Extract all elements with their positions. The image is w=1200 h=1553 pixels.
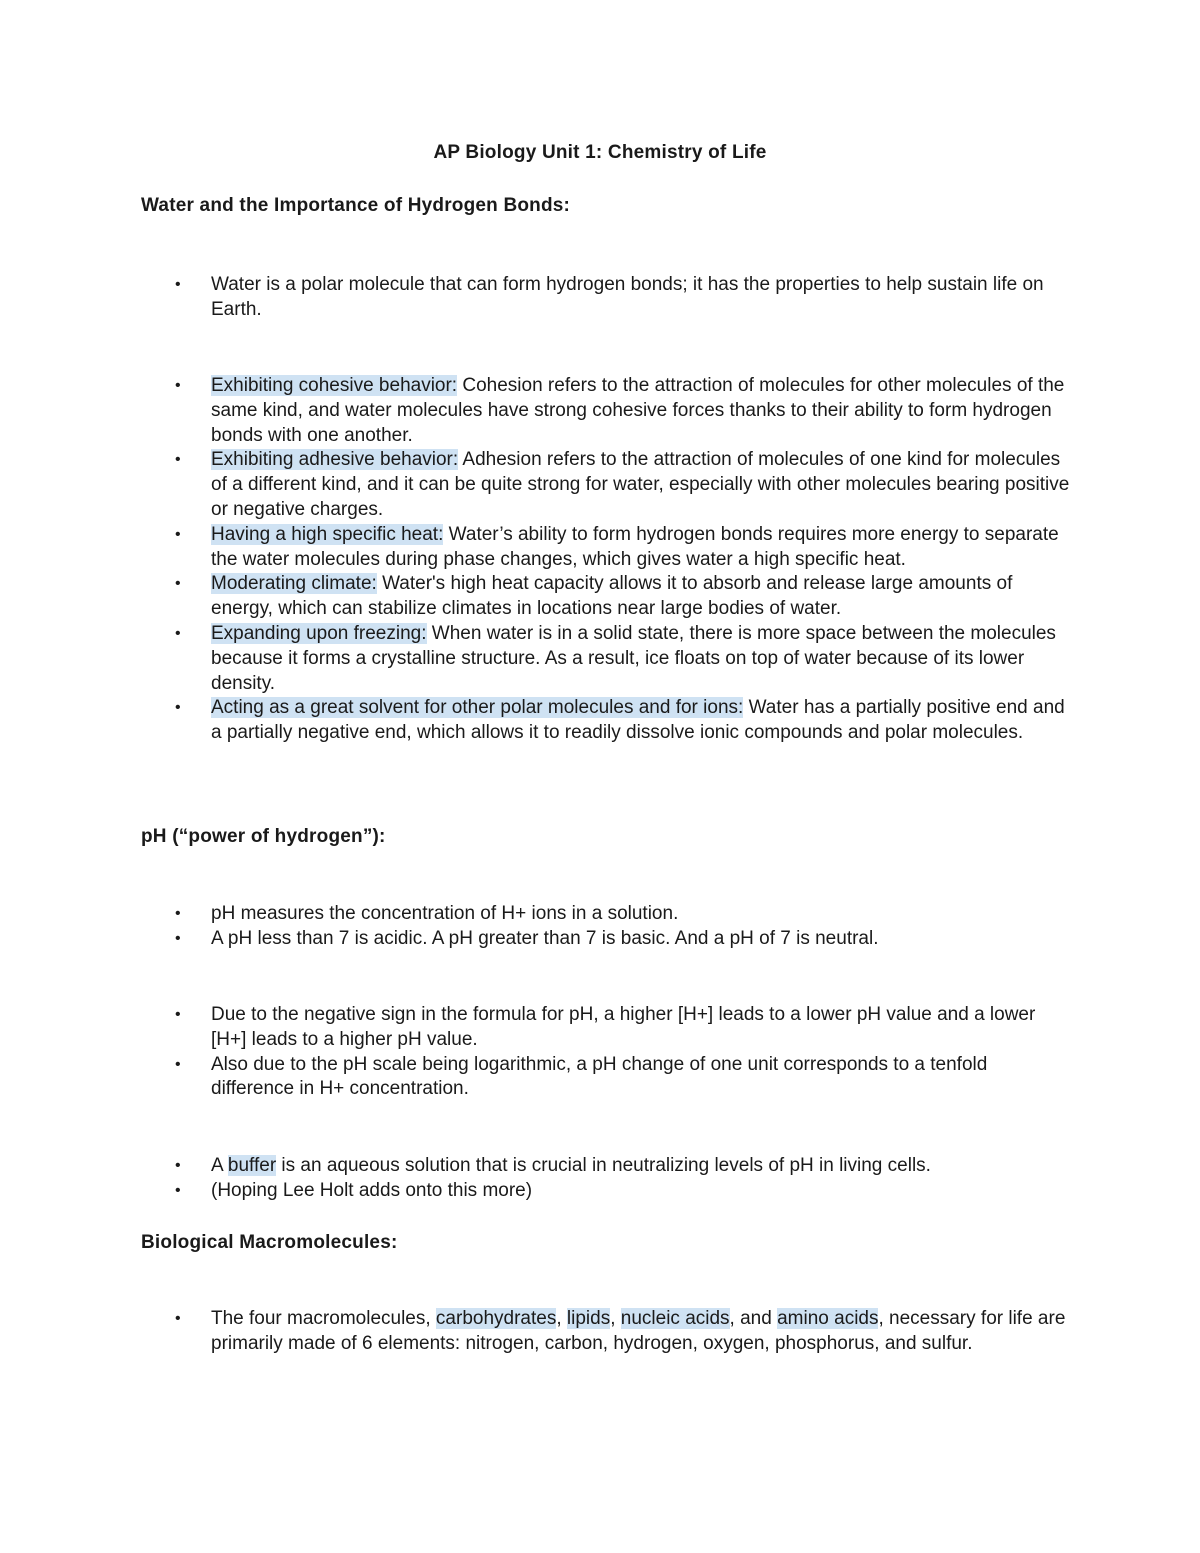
list-item xyxy=(175,1179,1071,1204)
ph-list-1 xyxy=(175,902,1071,952)
bullet-icon: • xyxy=(175,624,181,642)
list-item-text: , and xyxy=(729,1308,778,1329)
list-item xyxy=(175,448,1071,522)
list-item-text: The four macromolecules, xyxy=(211,1308,436,1329)
bullet-icon: • xyxy=(175,525,181,543)
list-item xyxy=(175,1154,1071,1179)
list-item-text: Cohesion refers to the attraction of molecules for other molecules of the same kind, and water molecules have strong cohesive forces thanks to their ability to form hydrogen bonds with one another. xyxy=(211,375,1065,446)
list-item xyxy=(175,902,1071,927)
bullet-icon: • xyxy=(175,905,181,922)
list-item xyxy=(175,927,1071,952)
highlighted-term: Expanding upon freezing: xyxy=(211,622,427,644)
list-item-text: is an aqueous solution that is crucial in neutralizing levels of pH in living cells. xyxy=(276,1155,931,1176)
bullet-icon: • xyxy=(175,575,181,593)
list-item-text: Due to the negative sign in the formula for pH, a higher [H+] leads to a lower pH value and a lower [H+] leads to a higher pH value. xyxy=(211,1004,1036,1050)
highlighted-term: amino acids xyxy=(777,1308,879,1329)
list-item xyxy=(175,523,1071,573)
list-item-text: Water has a partially positive end and a partially negative end, which allows it to readily dissolve ionic compounds and polar molecules. xyxy=(211,697,1065,744)
highlighted-term: nucleic acids xyxy=(620,1308,730,1329)
bullet-icon: • xyxy=(175,699,181,717)
section-heading-ph: pH (“power of hydrogen”): xyxy=(141,826,386,847)
list-item xyxy=(175,273,1071,323)
bullet-icon: • xyxy=(175,1310,181,1327)
list-item-text: (Hoping Lee Holt adds onto this more) xyxy=(211,1179,533,1201)
list-item-text: pH measures the concentration of H+ ions in a solution. xyxy=(211,903,679,924)
list-item-text: , xyxy=(556,1308,567,1329)
macro-list xyxy=(175,1307,1071,1357)
list-item-text: , xyxy=(610,1308,621,1329)
section-heading-macromolecules: Biological Macromolecules: xyxy=(141,1232,398,1253)
bullet-icon: • xyxy=(175,929,181,947)
list-item xyxy=(175,696,1071,746)
list-item-text: A xyxy=(211,1155,228,1176)
bullet-icon: • xyxy=(175,276,181,293)
highlighted-term: carbohydrates xyxy=(435,1308,557,1329)
bullet-icon: • xyxy=(175,377,181,394)
document-title: AP Biology Unit 1: Chemistry of Life xyxy=(433,142,767,163)
list-item-text: Water’s ability to form hydrogen bonds requires more energy to separate the water molecules during phase changes, which gives water a high specific heat. xyxy=(211,523,1059,570)
bullet-icon: • xyxy=(175,1157,181,1174)
list-item xyxy=(175,374,1071,448)
highlighted-term: buffer xyxy=(227,1155,277,1176)
highlighted-term: Having a high specific heat: xyxy=(211,523,444,545)
bullet-icon: • xyxy=(175,1055,181,1073)
list-item xyxy=(175,1307,1071,1357)
list-item xyxy=(175,1053,1071,1103)
list-item xyxy=(175,622,1071,696)
section-heading-water: Water and the Importance of Hydrogen Bonds: xyxy=(141,195,571,216)
bullet-icon: • xyxy=(175,1181,181,1199)
list-item-text: When water is in a solid state, there is more space between the molecules because it forms a crystalline structure. As a result, ice floats on top of water because of its lower density. xyxy=(211,622,1056,694)
list-item-text: Also due to the pH scale being logarithmic, a pH change of one unit corresponds to a tenfold difference in H+ concentration. xyxy=(211,1053,988,1100)
list-item xyxy=(175,572,1071,622)
bullet-icon: • xyxy=(175,451,181,469)
highlighted-term: lipids xyxy=(566,1308,611,1329)
list-item-text: Water's high heat capacity allows it to absorb and release large amounts of energy, which can stabilize climates in locations near large bodies of water. xyxy=(211,573,1013,620)
water-properties-list xyxy=(175,374,1071,746)
list-item-text: , necessary for life are primarily made of 6 elements: nitrogen, carbon, hydrogen, oxygen, phosphorus, and sulfur. xyxy=(211,1308,1066,1354)
list-item-text: A pH less than 7 is acidic. A pH greater than 7 is basic. And a pH of 7 is neutral. xyxy=(211,927,879,949)
ph-list-3 xyxy=(175,1154,1071,1204)
highlighted-term: Exhibiting adhesive behavior: xyxy=(211,449,459,471)
bullet-icon: • xyxy=(175,1006,181,1023)
water-intro-list xyxy=(175,273,1071,323)
highlighted-term: Acting as a great solvent for other polar molecules and for ions: xyxy=(211,697,744,719)
ph-list-2 xyxy=(175,1003,1071,1102)
list-item xyxy=(175,1003,1071,1053)
highlighted-term: Exhibiting cohesive behavior: xyxy=(211,375,458,396)
list-item-text: Adhesion refers to the attraction of molecules of one kind for molecules of a different kind, and it can be quite strong for water, especially with other molecules bearing positive or negative charges. xyxy=(211,449,1070,520)
highlighted-term: Moderating climate: xyxy=(211,573,377,595)
list-item-text: Water is a polar molecule that can form hydrogen bonds; it has the properties to help sustain life on Earth. xyxy=(211,274,1044,320)
